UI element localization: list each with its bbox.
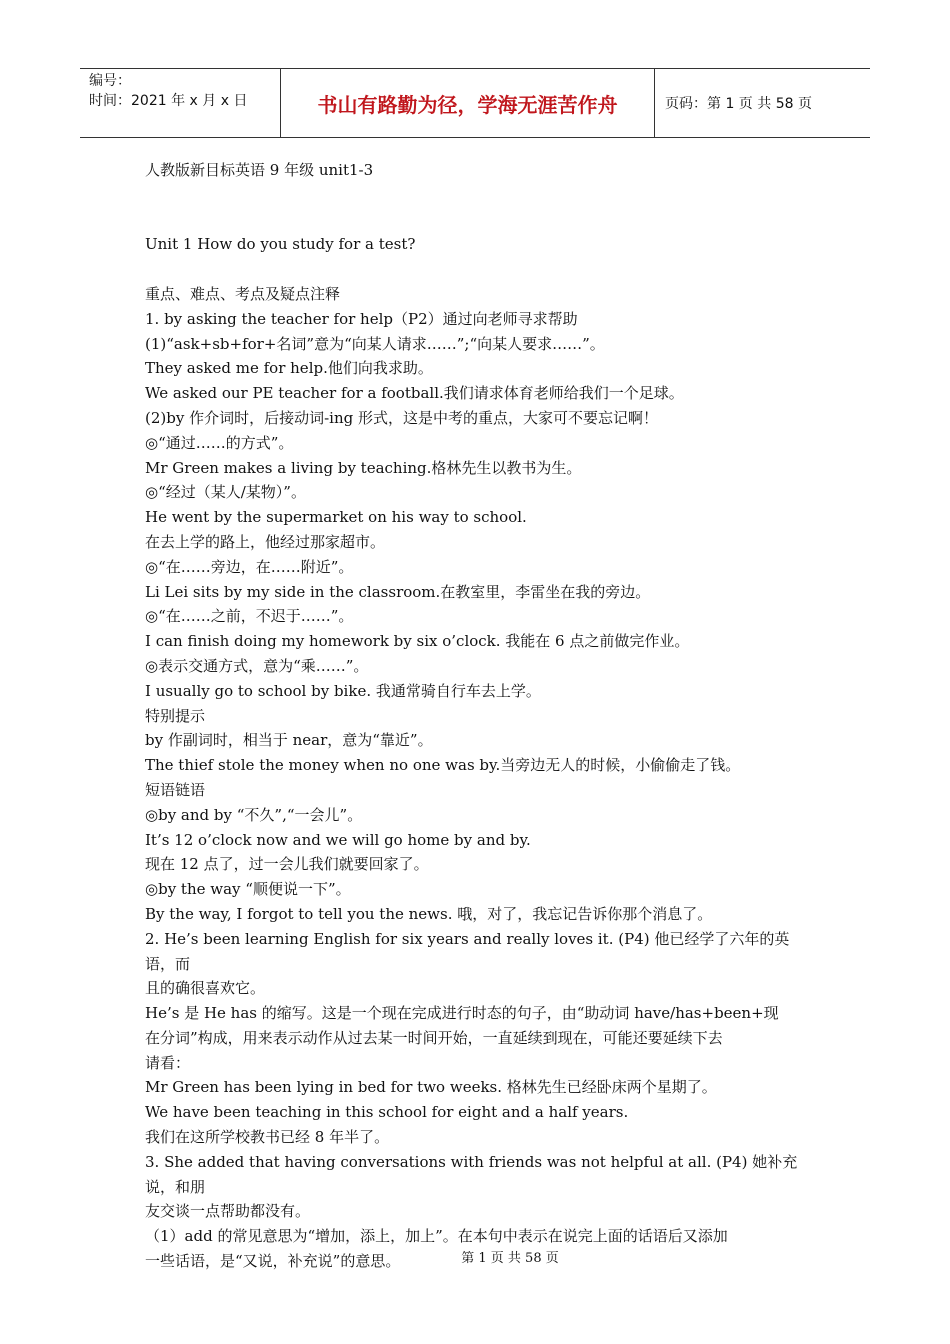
body-line: He’s 是 He has 的缩写。这是一个现在完成进行时态的句子，由“助动词 have/has+been+现 xyxy=(145,1004,779,1023)
body-line: We asked our PE teacher for a football.我们请求体育老师给我们一个足球。 xyxy=(145,384,684,403)
body-line: (2)by 作介词时，后接动词-ing 形式，这是中考的重点，大家可不要忘记啊！ xyxy=(145,408,658,427)
body-line: 请看： xyxy=(145,1053,191,1072)
body-line: by 作副词时，相当于 near，意为“靠近”。 xyxy=(145,731,433,750)
body-line: ◎表示交通方式，意为“乘……”。 xyxy=(145,656,369,675)
body-line: ◎“在……旁边，在……附近”。 xyxy=(145,557,354,576)
body-line: They asked me for help.他们向我求助。 xyxy=(145,359,433,378)
section-heading: 重点、难点、考点及疑点注释 xyxy=(145,284,341,303)
body-line: Mr Green has been lying in bed for two weeks. 格林先生已经卧床两个星期了。 xyxy=(145,1078,717,1097)
body-line: I usually go to school by bike. 我通常骑自行车去上学。 xyxy=(145,681,541,700)
body-line: 且的确很喜欢它。 xyxy=(145,979,266,998)
body-line: 友交谈一点帮助都没有。 xyxy=(145,1202,311,1221)
header-motto: 书山有路勤为径，学海无涯苦作舟 xyxy=(281,69,655,137)
body-line: Mr Green makes a living by teaching.格林先生以教书为生。 xyxy=(145,458,582,477)
body-lines xyxy=(145,307,811,1274)
body-line: He went by the supermarket on his way to school. xyxy=(145,508,527,527)
body-line: 特别提示 xyxy=(145,706,206,725)
body-line: ◎by the way “顺便说一下”。 xyxy=(145,880,351,899)
header-page-label: 页码：第 1 页 共 58 页 xyxy=(665,96,812,112)
body-line: 一些话语，是“又说，补充说”的意思。 xyxy=(145,1252,401,1271)
body-line: We have been teaching in this school for eight and a half years. xyxy=(145,1103,629,1122)
page-header xyxy=(80,68,870,138)
body-line: 短语链语 xyxy=(145,780,206,799)
doc-title: 人教版新目标英语 9 年级 unit1-3 xyxy=(145,161,374,179)
body-line: Li Lei sits by my side in the classroom.在教室里，李雷坐在我的旁边。 xyxy=(145,582,651,601)
body-line: The thief stole the money when no one was by.当旁边无人的时候，小偷偷走了钱。 xyxy=(145,756,741,775)
body-line: I can finish doing my homework by six o’clock. 我能在 6 点之前做完作业。 xyxy=(145,632,690,651)
body-line: It’s 12 o’clock now and we will go home by and by. xyxy=(145,830,531,849)
body-line: 1. by asking the teacher for help（P2）通过向老师寻求帮助 xyxy=(145,309,578,328)
document-body xyxy=(145,158,811,1274)
body-line: 在去上学的路上，他经过那家超市。 xyxy=(145,532,386,551)
date-label: 时间：2021 年 x 月 x 日 xyxy=(89,93,248,109)
body-line: ◎“通过……的方式”。 xyxy=(145,433,294,452)
header-meta xyxy=(80,69,281,137)
spacer xyxy=(145,257,811,282)
unit-heading: Unit 1 How do you study for a test? xyxy=(145,235,416,254)
body-line: 在分词”构成，用来表示动作从过去某一时间开始，一直延续到现在，可能还要延续下去 xyxy=(145,1028,723,1047)
number-label: 编号： xyxy=(89,73,131,89)
body-line: By the way, I forgot to tell you the news. 哦，对了，我忘记告诉你那个消息了。 xyxy=(145,904,713,923)
page-footer: 第 1 页 共 58 页 xyxy=(461,1251,559,1266)
body-line: (1)“ask+sb+for+名词”意为“向某人请求……”;“向某人要求……”。 xyxy=(145,334,605,353)
spacer xyxy=(145,183,811,233)
body-line: 我们在这所学校教书已经 8 年半了。 xyxy=(145,1128,390,1147)
body-line: ◎by and by “不久”,“一会儿”。 xyxy=(145,805,363,824)
body-line: （1）add 的常见意思为“增加，添上，加上”。在本句中表示在说完上面的话语后又添加 xyxy=(145,1227,728,1246)
body-line: ◎“经过（某人/某物）”。 xyxy=(145,483,306,502)
body-line: ◎“在……之前，不迟于……”。 xyxy=(145,607,354,626)
body-line: 2. He’s been learning English for six years and really loves it. (P4) 他已经学了六年的英语，而 xyxy=(145,929,790,973)
body-line: 3. She added that having conversations with friends was not helpful at all. (P4) 她补充说，和朋 xyxy=(145,1152,798,1196)
body-line: 现在 12 点了，过一会儿我们就要回家了。 xyxy=(145,855,429,874)
